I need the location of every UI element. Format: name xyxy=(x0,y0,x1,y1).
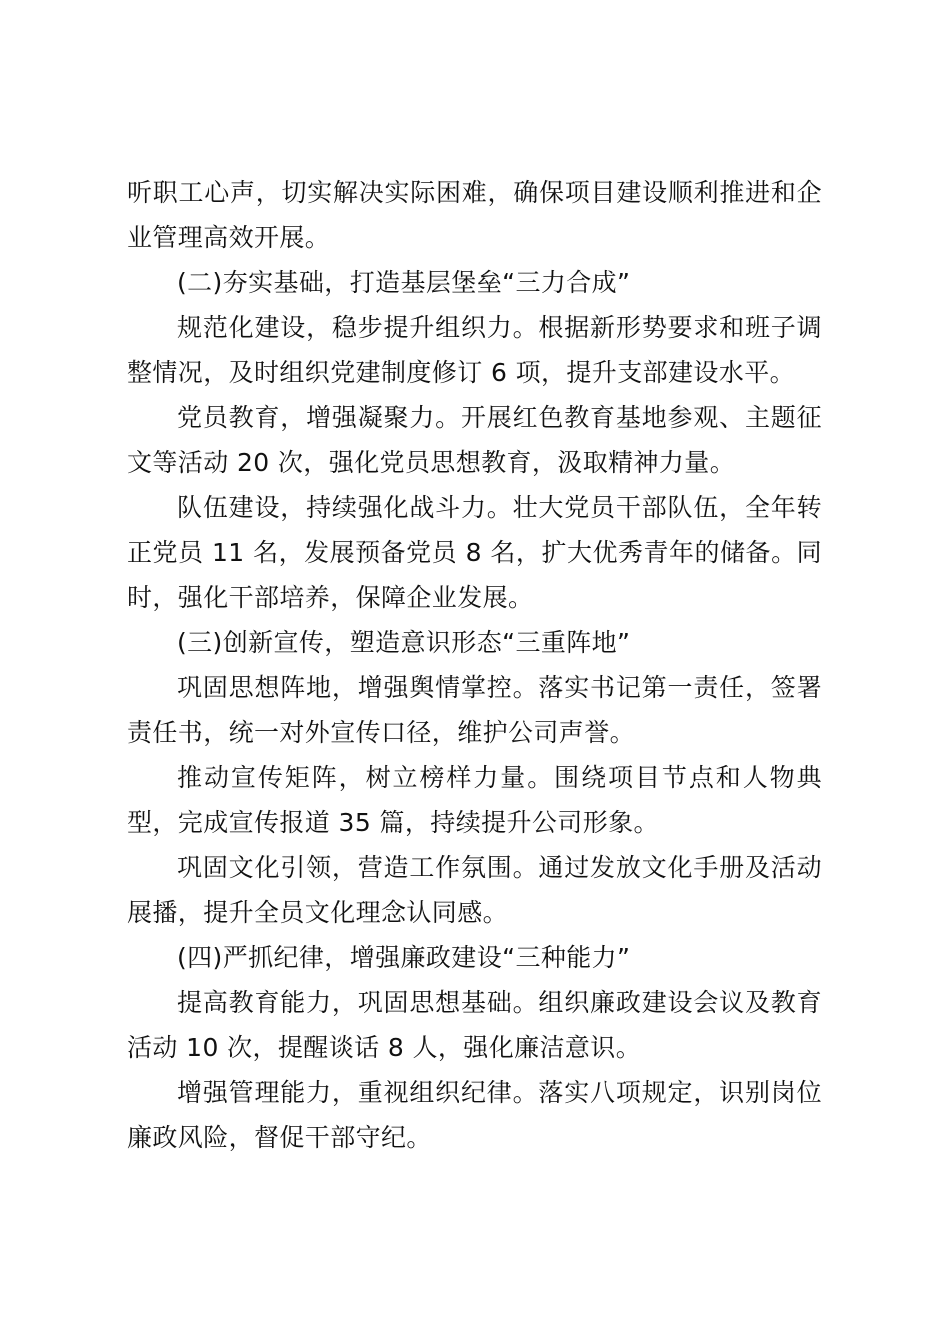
paragraph-ideology: 巩固思想阵地，增强舆情掌控。落实书记第一责任，签署责任书，统一对外宣传口径，维护公司声誉。 xyxy=(127,673,822,747)
paragraph-publicity: 推动宣传矩阵，树立榜样力量。围绕项目节点和人物典型，完成宣传报道 35 篇，持续提升公司形象。 xyxy=(127,763,822,837)
paragraph-discipline: 增强管理能力，重视组织纪律。落实八项规定，识别岗位廉政风险，督促干部守纪。 xyxy=(127,1078,822,1152)
paragraph-member-education: 党员教育，增强凝聚力。开展红色教育基地参观、主题征文等活动 20 次，强化党员思想教育，汲取精神力量。 xyxy=(127,403,822,477)
section-heading-4: (四)严抓纪律，增强廉政建设“三种能力” xyxy=(177,943,631,972)
paragraph-organization: 规范化建设，稳步提升组织力。根据新形势要求和班子调整情况，及时组织党建制度修订 6 项，提升支部建设水平。 xyxy=(127,313,822,387)
paragraph-integrity-education: 提高教育能力，巩固思想基础。组织廉政建设会议及教育活动 10 次，提醒谈话 8 人，强化廉洁意识。 xyxy=(127,988,822,1062)
section-heading-2: (二)夯实基础，打造基层堡垒“三力合成” xyxy=(177,268,631,297)
paragraph-culture: 巩固文化引领，营造工作氛围。通过发放文化手册及活动展播，提升全员文化理念认同感。 xyxy=(127,853,822,927)
document-body xyxy=(127,170,822,1160)
paragraph-team-building: 队伍建设，持续强化战斗力。壮大党员干部队伍，全年转正党员 11 名，发展预备党员 8 名，扩大优秀青年的储备。同时，强化干部培养，保障企业发展。 xyxy=(127,493,822,612)
paragraph-continuation: 听职工心声，切实解决实际困难，确保项目建设顺利推进和企业管理高效开展。 xyxy=(127,178,822,252)
section-heading-3: (三)创新宣传，塑造意识形态“三重阵地” xyxy=(177,628,631,657)
